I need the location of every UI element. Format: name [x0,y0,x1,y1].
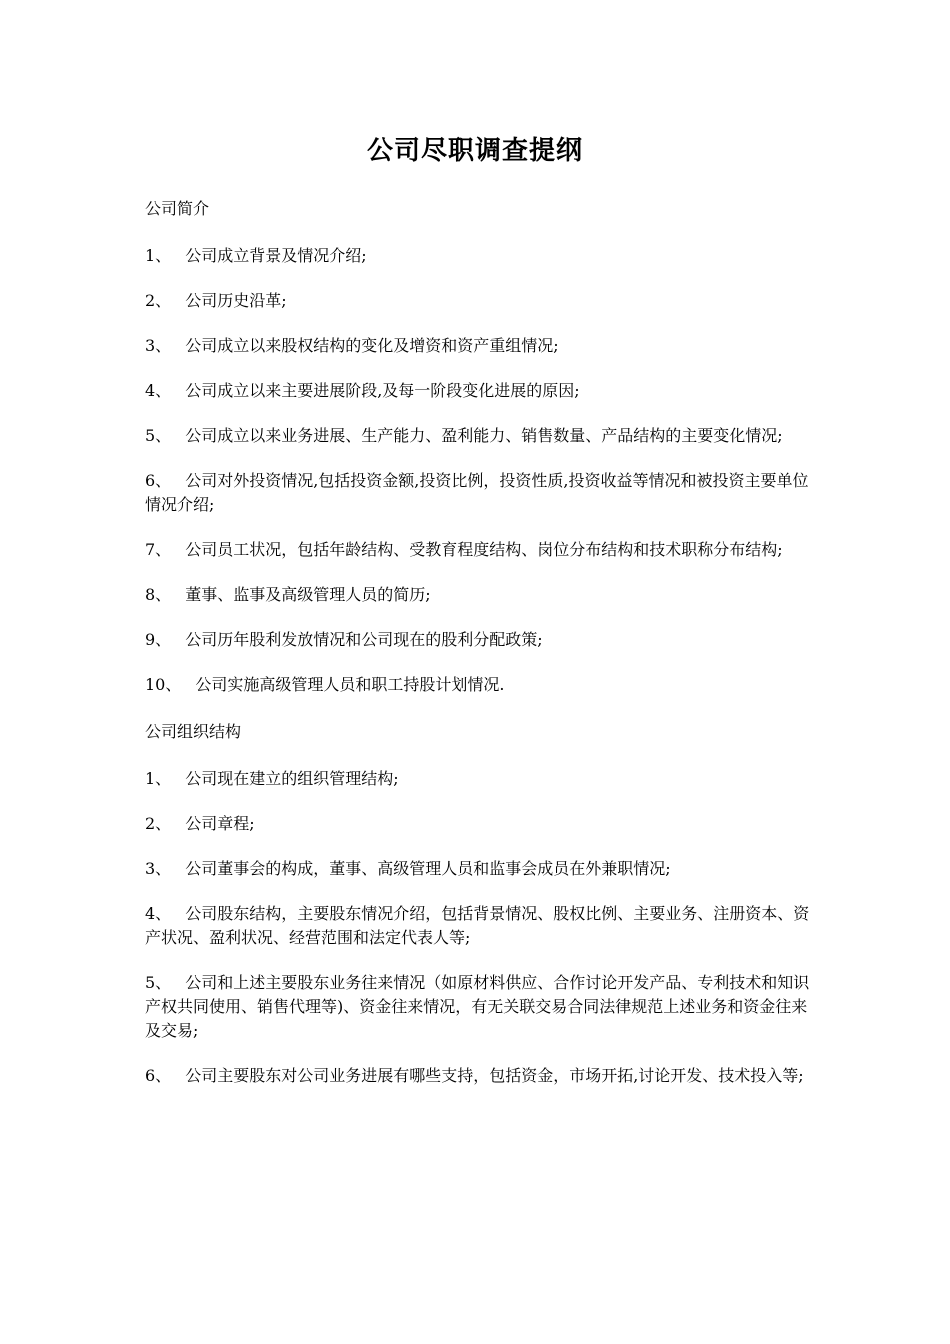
list-item [145,767,810,791]
list-item [145,628,810,652]
item-text: 公司员工状况，包括年龄结构、受教育程度结构、岗位分布结构和技术职称分布结构; [185,540,783,559]
item-text: 公司历年股利发放情况和公司现在的股利分配政策; [185,630,543,649]
item-number: 6、 [145,1066,172,1085]
item-number: 5、 [145,973,172,992]
item-number: 8、 [145,585,172,604]
item-number: 3、 [145,859,172,878]
list-item [145,379,810,403]
item-text: 公司对外投资情况,包括投资金额,投资比例，投资性质,投资收益等情况和被投资主要单位情况介绍; [145,471,809,514]
item-number: 10、 [145,675,182,694]
item-number: 7、 [145,540,172,559]
item-text: 公司主要股东对公司业务进展有哪些支持，包括资金，市场开拓,讨论开发、技术投入等; [185,1066,804,1085]
item-text: 公司董事会的构成，董事、高级管理人员和监事会成员在外兼职情况; [185,859,671,878]
item-text: 公司实施高级管理人员和职工持股计划情况. [195,675,505,694]
list-item [145,1064,810,1088]
item-number: 1、 [145,769,172,788]
list-item [145,424,810,448]
item-text: 公司章程; [185,814,255,833]
list-item [145,971,810,1043]
item-number: 4、 [145,904,172,923]
list-item [145,673,810,697]
item-number: 2、 [145,814,172,833]
item-text: 公司成立以来业务进展、生产能力、盈利能力、销售数量、产品结构的主要变化情况; [185,426,783,445]
list-item [145,469,810,517]
item-text: 公司和上述主要股东业务往来情况（如原材料供应、合作讨论开发产品、专利技术和知识产权共同使用、销售代理等)、资金往来情况，有无关联交易合同法律规范上述业务和资金往来及交易; [145,973,810,1040]
item-number: 3、 [145,336,172,355]
item-text: 公司成立背景及情况介绍; [185,246,367,265]
list-item [145,812,810,836]
item-number: 5、 [145,426,172,445]
document-title: 公司尽职调查提纲 [366,136,583,166]
item-text: 董事、监事及高级管理人员的简历; [185,585,431,604]
section-heading-org-structure: 公司组织结构 [145,722,242,741]
list-item [145,538,810,562]
item-text: 公司股东结构，主要股东情况介绍，包括背景情况、股权比例、主要业务、注册资本、资产状况、盈利状况、经营范围和法定代表人等; [145,904,810,947]
section-heading-company-intro: 公司简介 [145,199,210,218]
item-number: 2、 [145,291,172,310]
list-item [145,857,810,881]
list-item [145,289,810,313]
item-number: 1、 [145,246,172,265]
list-item [145,334,810,358]
item-number: 4、 [145,381,172,400]
item-text: 公司现在建立的组织管理结构; [185,769,399,788]
item-number: 6、 [145,471,172,490]
list-item [145,902,810,950]
item-text: 公司成立以来股权结构的变化及增资和资产重组情况; [185,336,559,355]
item-text: 公司成立以来主要进展阶段,及每一阶段变化进展的原因; [185,381,580,400]
document-body [145,196,810,1109]
list-item [145,583,810,607]
list-item [145,244,810,268]
item-number: 9、 [145,630,172,649]
item-text: 公司历史沿革; [185,291,287,310]
